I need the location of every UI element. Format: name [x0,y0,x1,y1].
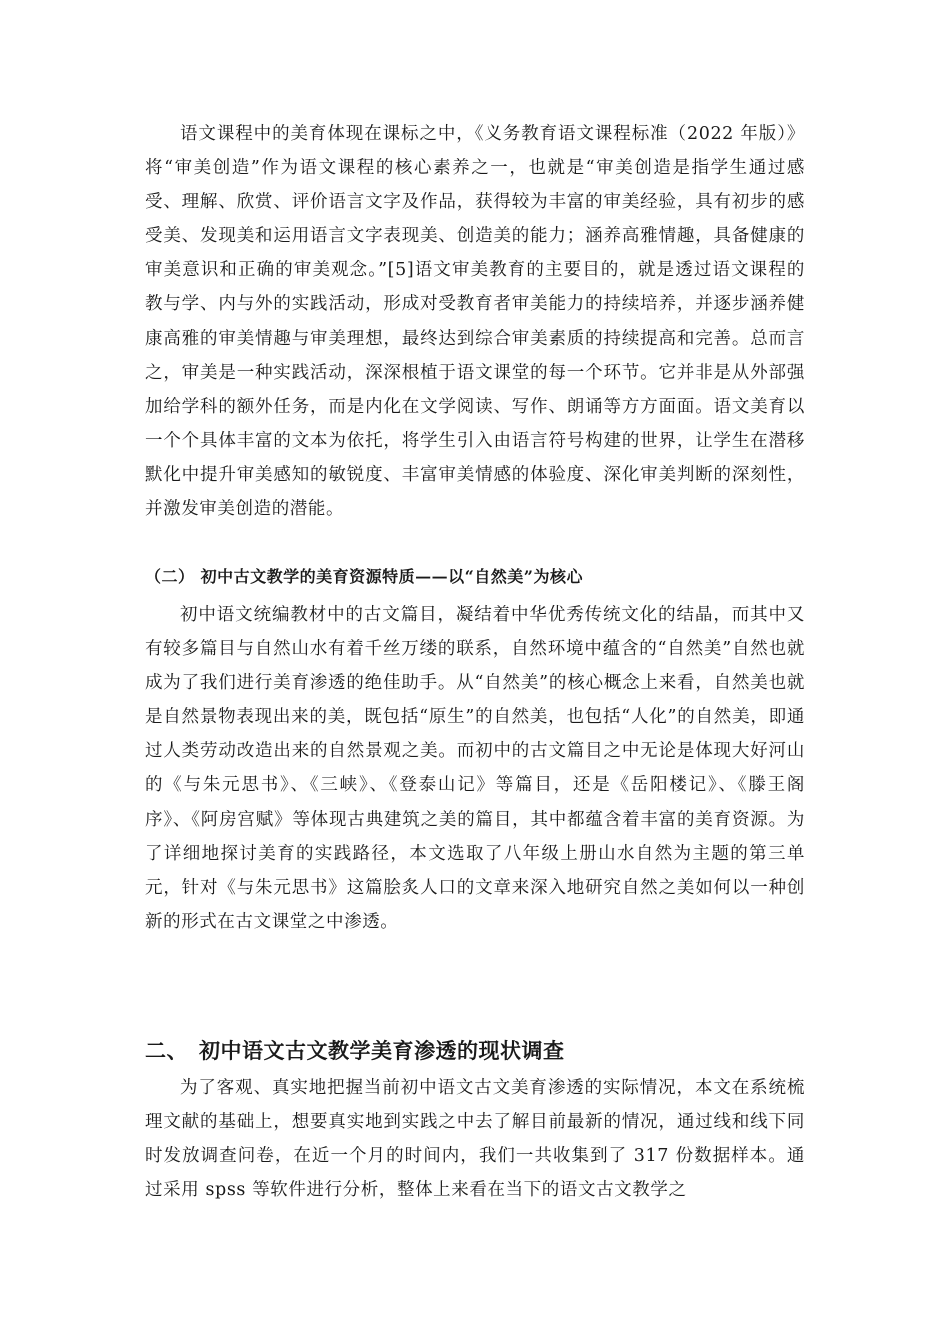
section-heading [145,1032,805,1070]
body-paragraph: 初中语文统编教材中的古文篇目，凝结着中华优秀传统文化的结晶，而其中又有较多篇目与自然山水有着千丝万缕的联系，自然环境中蕴含的“自然美”自然也就成为了我们进行美育渗透的绝佳助手。从“自然美”的核心概念上来看，自然美也就是自然景物表现出来的美，既包括“原生”的自然美，也包括“人化”的自然美，即通过人类劳动改造出来的自然景观之美。而初中的古文篇目之中无论是体现大好河山的《与朱元思书》、《三峡》、《登泰山记》等篇目，还是《岳阳楼记》、《滕王阁序》、《阿房宫赋》等体现古典建筑之美的篇目，其中都蕴含着丰富的美育资源。为了详细地探讨美育的实践路径，本文选取了八年级上册山水自然为主题的第三单元，针对《与朱元思书》这篇脍炙人口的文章来深入地研究自然之美如何以一种创新的形式在古文课堂之中渗透。 [145,605,805,932]
section-number: 二、 [145,1038,188,1063]
subsection-heading: （二） 初中古文教学的美育资源特质——以“自然美”为核心 [145,567,583,586]
section-title: 初中语文古文教学美育渗透的现状调查 [199,1038,565,1063]
body-paragraph: 为了客观、真实地把握当前初中语文古文美育渗透的实际情况，本文在系统梳理文献的基础上，想要真实地到实践之中去了解目前最新的情况，通过线和线下同时发放调查问卷，在近一个月的时间内，我们一共收集到了 317 份数据样本。通过采用 spss 等软件进行分析，整体上来看在当下的语文古文教学之 [145,1078,805,1201]
body-paragraph: 语文课程中的美育体现在课标之中，《义务教育语文课程标准（2022 年版）》将“审美创造”作为语文课程的核心素养之一，也就是“审美创造是指学生通过感受、理解、欣赏、评价语言文字及作品，获得较为丰富的审美经验，具有初步的感受美、发现美和运用语言文字表现美、创造美的能力；涵养高雅情趣，具备健康的审美意识和正确的审美观念。”[5]语文审美教育的主要目的，就是透过语文课程的教与学、内与外的实践活动，形成对受教育者审美能力的持续培养，并逐步涵养健康高雅的审美情趣与审美理想，最终达到综合审美素质的持续提高和完善。总而言之，审美是一种实践活动，深深根植于语文课堂的每一个环节。它并非是从外部强加给学科的额外任务，而是内化在文学阅读、写作、朗诵等方方面面。语文美育以一个个具体丰富的文本为依托，将学生引入由语言符号构建的世界，让学生在潜移默化中提升审美感知的敏锐度、丰富审美情感的体验度、深化审美判断的深刻性，并激发审美创造的潜能。 [145,124,805,520]
